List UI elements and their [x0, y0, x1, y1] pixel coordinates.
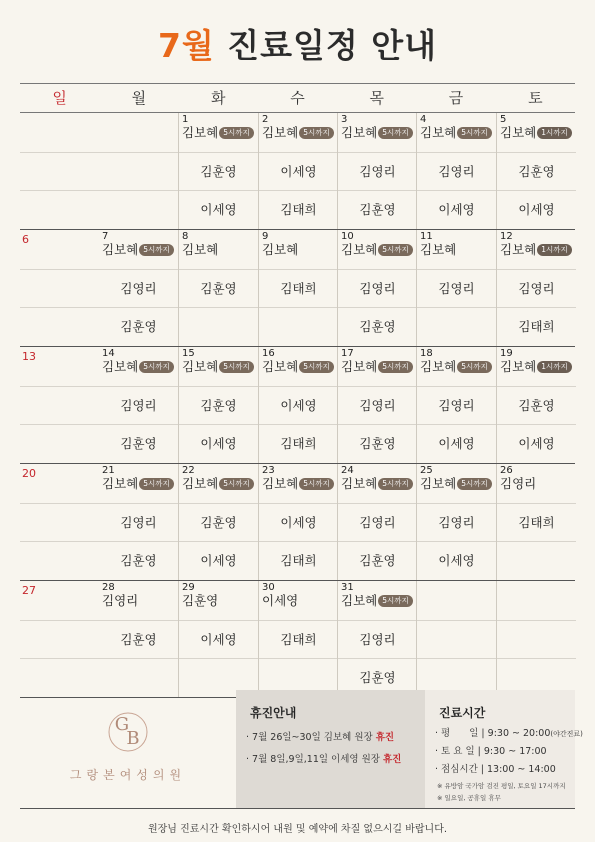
day-number: 2: [262, 114, 269, 125]
day-number: 9: [262, 231, 269, 242]
calendar-week: [20, 113, 575, 230]
hours-value: 9:30 ~ 20:00: [487, 728, 551, 739]
doctor-slot: 이세영: [497, 190, 576, 229]
hours-badge: 1시까지: [537, 361, 572, 373]
day-number: 21: [102, 465, 115, 476]
slot-empty: [259, 307, 338, 346]
doctor-slot: [338, 347, 417, 385]
doctor-slot: 김태희: [497, 307, 576, 346]
doctor-name-text: 김보혜: [102, 242, 139, 257]
doctor-slot: 이세영: [259, 152, 338, 191]
day-number: 4: [420, 114, 427, 125]
doctor-name: [420, 242, 456, 258]
doctor-slot: [338, 581, 417, 619]
doctor-slot: [338, 464, 417, 502]
doctor-slot: 김훈영: [497, 152, 576, 191]
slot-empty: [417, 307, 496, 346]
day-cell: [416, 464, 496, 580]
doctor-name-text: 김보혜: [182, 359, 219, 374]
hours-title: 진료시간: [439, 706, 486, 720]
doctor-name: [500, 242, 572, 258]
holiday-closed-label: 휴진: [375, 732, 395, 743]
doctor-slot: [259, 230, 338, 268]
day-number: 18: [420, 348, 433, 359]
holiday-bullet: ·: [246, 754, 253, 765]
doctor-name-text: 김보혜: [341, 359, 378, 374]
doctor-slot: [417, 464, 496, 502]
hours-badge: 5시까지: [378, 361, 413, 373]
doctor-slot: 김훈영: [99, 541, 178, 580]
hours-badge: 5시까지: [219, 127, 254, 139]
doctor-slot: 김훈영: [99, 424, 178, 463]
doctor-name: [102, 476, 174, 492]
doctor-slot: 김훈영: [179, 386, 258, 425]
hours-note: ※ 일요일, 공휴일 휴무: [437, 794, 501, 802]
day-number: 20: [22, 467, 36, 480]
empty-cell: [99, 113, 178, 229]
doctor-slot: [179, 230, 258, 268]
hours-badge: 5시까지: [457, 478, 492, 490]
hours-badge: 5시까지: [139, 244, 174, 256]
weekday-wed: 수: [290, 89, 305, 107]
doctor-slot: 김훈영: [338, 190, 417, 229]
day-cell: [496, 113, 576, 229]
day-cell: [20, 347, 99, 463]
doctor-name: [102, 593, 138, 609]
doctor-slot: [259, 581, 338, 619]
hours-line: [435, 725, 583, 739]
calendar-week: [20, 581, 575, 698]
weekday-sat: 토: [528, 89, 543, 107]
logo-letter-g: G: [114, 714, 130, 735]
doctor-name: [341, 359, 413, 375]
slot-empty: [20, 424, 99, 463]
doctor-slot: 이세영: [179, 620, 258, 659]
doctor-slot: 김영리: [338, 269, 417, 308]
doctor-slot: 이세영: [259, 503, 338, 542]
slot-empty: [179, 307, 258, 346]
hours-badge: 5시까지: [378, 595, 413, 607]
doctor-name: [420, 359, 492, 375]
day-number: 1: [182, 114, 189, 125]
day-number: 15: [182, 348, 195, 359]
doctor-slot: 김훈영: [99, 307, 178, 346]
day-cell: [178, 230, 258, 346]
hours-value: 9:30 ~ 17:00: [483, 746, 547, 757]
weekday-header: [20, 83, 575, 113]
slot-empty: [497, 541, 576, 580]
slot-empty: [20, 541, 99, 580]
slot-empty: [99, 190, 178, 229]
title-rest: 진료일정 안내: [214, 26, 438, 65]
doctor-slot: [99, 464, 178, 502]
weekday-mon: 월: [131, 89, 147, 107]
day-number: 17: [341, 348, 354, 359]
day-cell: [496, 230, 576, 346]
doctor-name: [500, 359, 572, 375]
doctor-slot: 김태희: [259, 190, 338, 229]
hours-badge: 5시까지: [299, 127, 334, 139]
doctor-name-text: 김보혜: [341, 125, 378, 140]
holiday-text: 7월 26일~30일 김보혜 원장: [252, 732, 376, 743]
hours-badge: 5시까지: [139, 361, 174, 373]
doctor-slot: 김태희: [259, 269, 338, 308]
day-cell: [99, 230, 178, 346]
day-cell: [496, 464, 576, 580]
doctor-name-text: 김보혜: [341, 593, 378, 608]
doctor-name: [341, 476, 413, 492]
day-number: 8: [182, 231, 189, 242]
doctor-name-text: 김보혜: [420, 242, 457, 257]
doctor-slot: 김훈영: [497, 386, 576, 425]
doctor-slot: 김영리: [99, 269, 178, 308]
hours-lines: [425, 725, 583, 775]
day-cell: [258, 347, 338, 463]
doctor-name: [262, 242, 298, 258]
calendar-weeks: [20, 113, 575, 698]
day-number: 22: [182, 465, 195, 476]
footer-panel: [20, 690, 583, 809]
day-cell: [258, 230, 338, 346]
logo-monogram-icon: [20, 690, 236, 770]
doctor-name-text: 김보혜: [500, 359, 537, 374]
day-cell: [337, 230, 417, 346]
hours-badge: 1시까지: [537, 244, 572, 256]
doctor-slot: 김영리: [338, 620, 417, 659]
day-cell: [416, 113, 496, 229]
bottom-message: 원장님 진료시간 확인하시어 내원 및 예약에 차질 없으시길 바랍니다.: [147, 824, 448, 835]
doctor-name: [262, 476, 334, 492]
hours-badge: 5시까지: [139, 478, 174, 490]
doctor-name-text: 김보혜: [102, 476, 139, 491]
doctor-name: [420, 476, 492, 492]
day-cell: [258, 113, 338, 229]
day-number: 24: [341, 465, 354, 476]
doctor-slot: 이세영: [497, 424, 576, 463]
doctor-name-text: 김보혜: [420, 476, 457, 491]
day-cell: [178, 581, 258, 697]
doctor-name-text: 김영리: [102, 593, 139, 608]
doctor-name-text: 김보혜: [420, 359, 457, 374]
doctor-slot: [99, 230, 178, 268]
day-cell: [416, 230, 496, 346]
doctor-slot: [259, 113, 338, 151]
doctor-slot: [179, 113, 258, 151]
doctor-name: [182, 242, 218, 258]
weekday-sun: 일: [52, 89, 67, 107]
day-number: 30: [262, 582, 275, 593]
day-number: 25: [420, 465, 433, 476]
doctor-slot: 이세영: [417, 190, 496, 229]
doctor-name-text: 김보혜: [182, 242, 219, 257]
hours-badge: 5시까지: [219, 478, 254, 490]
day-cell: [178, 347, 258, 463]
hours-badge: 5시까지: [457, 127, 492, 139]
doctor-slot: [417, 113, 496, 151]
slot-empty: [497, 620, 576, 659]
doctor-slot: 김영리: [338, 152, 417, 191]
doctor-name-text: 김보혜: [500, 125, 537, 140]
doctor-slot: 김훈영: [338, 307, 417, 346]
hours-notes: [425, 781, 575, 802]
holiday-bullet: ·: [246, 732, 253, 743]
doctor-name-text: 김보혜: [262, 476, 299, 491]
day-cell: [258, 464, 338, 580]
doctor-name-text: 이세영: [262, 593, 299, 608]
doctor-name-text: 김보혜: [182, 125, 219, 140]
slot-empty: [99, 152, 178, 191]
slot-empty: [417, 620, 496, 659]
slot-empty: [20, 386, 99, 425]
doctor-slot: 김영리: [338, 503, 417, 542]
day-number: 23: [262, 465, 275, 476]
day-number: 7: [102, 231, 109, 242]
day-number: 6: [22, 233, 29, 246]
hours-badge: 5시까지: [219, 361, 254, 373]
doctor-slot: 김태희: [497, 503, 576, 542]
doctor-slot: [259, 347, 338, 385]
clinic-logo: [20, 690, 236, 808]
day-cell: [337, 581, 417, 697]
doctor-slot: 김영리: [338, 386, 417, 425]
doctor-name-text: 김보혜: [262, 359, 299, 374]
day-number: 5: [500, 114, 507, 125]
calendar: [20, 83, 575, 698]
doctor-slot: [338, 230, 417, 268]
doctor-slot: 김영리: [99, 503, 178, 542]
doctor-slot: [99, 347, 178, 385]
doctor-name-text: 김영리: [500, 476, 537, 491]
holiday-line: [246, 729, 425, 743]
day-cell: [99, 581, 178, 697]
doctor-slot: 이세영: [417, 541, 496, 580]
doctor-slot: [417, 347, 496, 385]
doctor-slot: 김영리: [417, 269, 496, 308]
day-number: 26: [500, 465, 513, 476]
day-number: 14: [102, 348, 115, 359]
hours-label: 점심시간: [441, 764, 478, 775]
doctor-name-text: 김보혜: [341, 476, 378, 491]
clinic-name: 그랑본여성의원: [69, 768, 187, 782]
doctor-slot: 김태희: [259, 424, 338, 463]
holiday-line: [246, 751, 425, 765]
doctor-name: [500, 476, 536, 492]
doctor-slot: [338, 113, 417, 151]
doctor-name-text: 김보혜: [262, 125, 299, 140]
day-number: 27: [22, 584, 36, 597]
day-cell: [99, 347, 178, 463]
title-month: 7월: [157, 26, 215, 65]
weekday-fri: 금: [448, 89, 464, 107]
doctor-slot: 김태희: [259, 620, 338, 659]
day-number: 29: [182, 582, 195, 593]
doctor-slot: 이세영: [179, 541, 258, 580]
day-cell: [337, 113, 417, 229]
doctor-slot: [497, 347, 576, 385]
holiday-text: 7월 8일,9일,11일 이세영 원장: [252, 754, 383, 765]
empty-cell: [20, 113, 99, 229]
day-cell: [337, 347, 417, 463]
doctor-name: [341, 125, 413, 141]
hours-bullet: ·: [435, 764, 442, 775]
slot-empty: [20, 307, 99, 346]
doctor-slot: 김영리: [417, 152, 496, 191]
doctor-name: [341, 242, 413, 258]
doctor-slot: [259, 464, 338, 502]
holiday-closed-label: 휴진: [382, 754, 402, 765]
empty-cell: [416, 581, 496, 697]
hours-badge: 5시까지: [378, 127, 413, 139]
doctor-name: [262, 359, 334, 375]
empty-cell: [496, 581, 576, 697]
hours-sep: |: [478, 728, 488, 739]
day-cell: [20, 581, 99, 697]
hours-badge: 5시까지: [299, 361, 334, 373]
doctor-slot: [497, 464, 576, 502]
doctor-name: [420, 125, 492, 141]
doctor-slot: 이세영: [179, 424, 258, 463]
day-number: 31: [341, 582, 354, 593]
hours-value: 13:00 ~ 14:00: [487, 764, 556, 775]
doctor-slot: 김영리: [417, 386, 496, 425]
doctor-name: [182, 476, 254, 492]
doctor-slot: 김훈영: [338, 658, 417, 697]
doctor-name: [500, 125, 572, 141]
doctor-slot: [179, 347, 258, 385]
day-cell: [178, 113, 258, 229]
doctor-name: [102, 359, 174, 375]
day-number: 3: [341, 114, 348, 125]
day-number: 10: [341, 231, 354, 242]
doctor-name-text: 김보혜: [500, 242, 537, 257]
doctor-name-text: 김보혜: [182, 476, 219, 491]
doctor-name-text: 김보혜: [262, 242, 299, 257]
day-number: 11: [420, 231, 433, 242]
doctor-name: [341, 593, 413, 609]
day-number: 19: [500, 348, 513, 359]
doctor-slot: 김훈영: [338, 541, 417, 580]
weekday-thu: 목: [369, 89, 385, 107]
doctor-name-text: 김보혜: [341, 242, 378, 257]
doctor-slot: 김영리: [497, 269, 576, 308]
doctor-slot: 이세영: [417, 424, 496, 463]
day-number: 12: [500, 231, 513, 242]
day-cell: [20, 230, 99, 346]
day-cell: [99, 464, 178, 580]
day-number: 13: [22, 350, 36, 363]
doctor-slot: 이세영: [179, 190, 258, 229]
weekday-tue: 화: [210, 89, 226, 107]
doctor-slot: 김훈영: [179, 503, 258, 542]
holiday-lines: [236, 729, 425, 765]
slot-empty: [20, 620, 99, 659]
day-cell: [20, 464, 99, 580]
calendar-week: [20, 230, 575, 347]
calendar-week: [20, 347, 575, 464]
hours-label: 평 일: [441, 728, 479, 739]
clinic-hours: [425, 690, 583, 808]
doctor-slot: 김훈영: [179, 152, 258, 191]
hours-badge: 5시까지: [457, 361, 492, 373]
doctor-slot: [179, 581, 258, 619]
doctor-name: [182, 125, 254, 141]
slot-empty: [20, 269, 99, 308]
hours-label: 토 요 일: [441, 746, 475, 757]
holiday-title: 휴진안내: [250, 706, 297, 720]
doctor-name: [182, 593, 218, 609]
doctor-slot: 김태희: [259, 541, 338, 580]
doctor-name: [102, 242, 174, 258]
holiday-notice: [236, 690, 425, 808]
doctor-name: [182, 359, 254, 375]
doctor-name-text: 김훈영: [182, 593, 219, 608]
day-cell: [178, 464, 258, 580]
slot-empty: [20, 190, 99, 229]
hours-badge: 5시까지: [299, 478, 334, 490]
slot-empty: [20, 503, 99, 542]
hours-extra: (야간진료): [550, 730, 583, 738]
day-cell: [496, 347, 576, 463]
doctor-name: [262, 125, 334, 141]
doctor-slot: 김훈영: [338, 424, 417, 463]
hours-sep: |: [474, 746, 484, 757]
doctor-slot: [497, 230, 576, 268]
hours-sep: |: [477, 764, 488, 775]
slot-empty: [20, 152, 99, 191]
doctor-slot: 김영리: [99, 386, 178, 425]
doctor-slot: 김훈영: [99, 620, 178, 659]
calendar-week: [20, 464, 575, 581]
doctor-slot: 김영리: [417, 503, 496, 542]
day-cell: [337, 464, 417, 580]
doctor-slot: 이세영: [259, 386, 338, 425]
hours-bullet: ·: [435, 746, 442, 757]
doctor-name-text: 김보혜: [420, 125, 457, 140]
doctor-slot: [179, 464, 258, 502]
day-cell: [416, 347, 496, 463]
hours-bullet: ·: [435, 728, 442, 739]
doctor-slot: [99, 581, 178, 619]
doctor-slot: 김훈영: [179, 269, 258, 308]
hours-badge: 5시까지: [378, 478, 413, 490]
hours-badge: 1시까지: [537, 127, 572, 139]
doctor-name: [262, 593, 298, 609]
hours-line: [435, 743, 575, 757]
day-number: 16: [262, 348, 275, 359]
hours-note: ※ 유방암 국가암 검진 평일, 토요일 17시까지: [437, 782, 566, 790]
doctor-slot: [497, 113, 576, 151]
hours-line: [435, 761, 575, 775]
doctor-slot: [417, 230, 496, 268]
day-number: 28: [102, 582, 115, 593]
logo-letter-b: B: [126, 728, 140, 749]
doctor-name-text: 김보혜: [102, 359, 139, 374]
hours-badge: 5시까지: [378, 244, 413, 256]
page-title: [0, 20, 595, 67]
day-cell: [258, 581, 338, 697]
